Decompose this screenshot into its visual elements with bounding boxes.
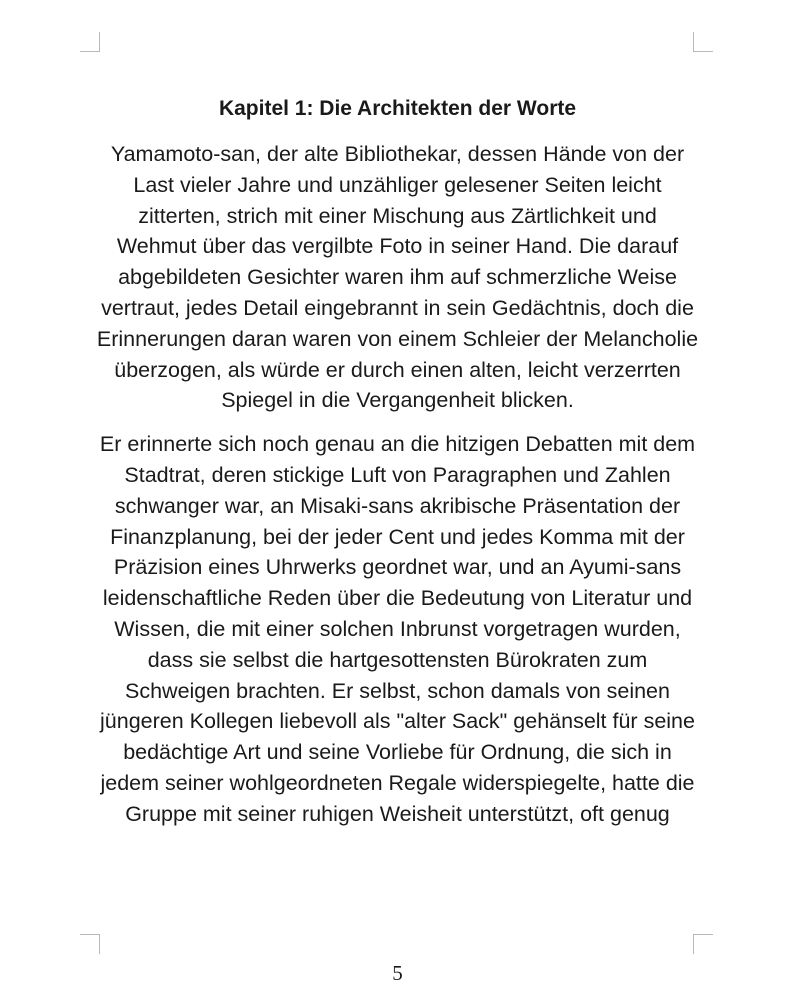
crop-mark-top-left: [80, 32, 100, 52]
paragraph-1: Yamamoto-san, der alte Bibliothekar, dessen Hände von der Last vieler Jahre und unzähliger gelesener Seiten leicht zitterten, strich mit einer Mischung aus Zärtlichkeit und Wehmut über das vergilbte Foto in seiner Hand. Die darauf abgebildeten Gesichter waren ihm auf schmerzliche Weise vertraut, jedes Detail eingebrannt in sein Gedächtnis, doch die Erinnerungen daran waren von einem Schleier der Melancholie überzogen, als würde er durch einen alten, leicht verzerrten Spiegel in die Vergangenheit blicken.: [96, 142, 699, 413]
crop-mark-bottom-right: [693, 934, 713, 954]
body-text: [96, 92, 699, 843]
paragraph-2: Er erinnerte sich noch genau an die hitzigen Debatten mit dem Stadtrat, deren stickige Luft von Paragraphen und Zahlen schwanger war, an Misaki-sans akribische Präsentation der Finanzplanung, bei der jeder Cent und jedes Komma mit der Präzision eines Uhrwerks geordnet war, und an Ayumi-sans leidenschaftliche Reden über die Bedeutung von Literatur und Wissen, die mit einer solchen Inbrunst vorgetragen wurden, dass sie selbst die hartgesottensten Bürokraten zum Schweigen brachten. Er selbst, schon damals von seinen jüngeren Kollegen liebevoll als "alter Sack" gehänselt für seine bedächtige Art und seine Vorliebe für Ordnung, die sich in jedem seiner wohlgeordneten Regale widerspiegelte, hatte die Gruppe mit seiner ruhigen Weisheit unterstützt, oft genug: [99, 432, 696, 826]
chapter-title: Kapitel 1: Die Architekten der Worte: [218, 97, 577, 120]
crop-mark-bottom-left: [80, 934, 100, 954]
page-number: 5: [392, 961, 403, 985]
crop-mark-top-right: [693, 32, 713, 52]
